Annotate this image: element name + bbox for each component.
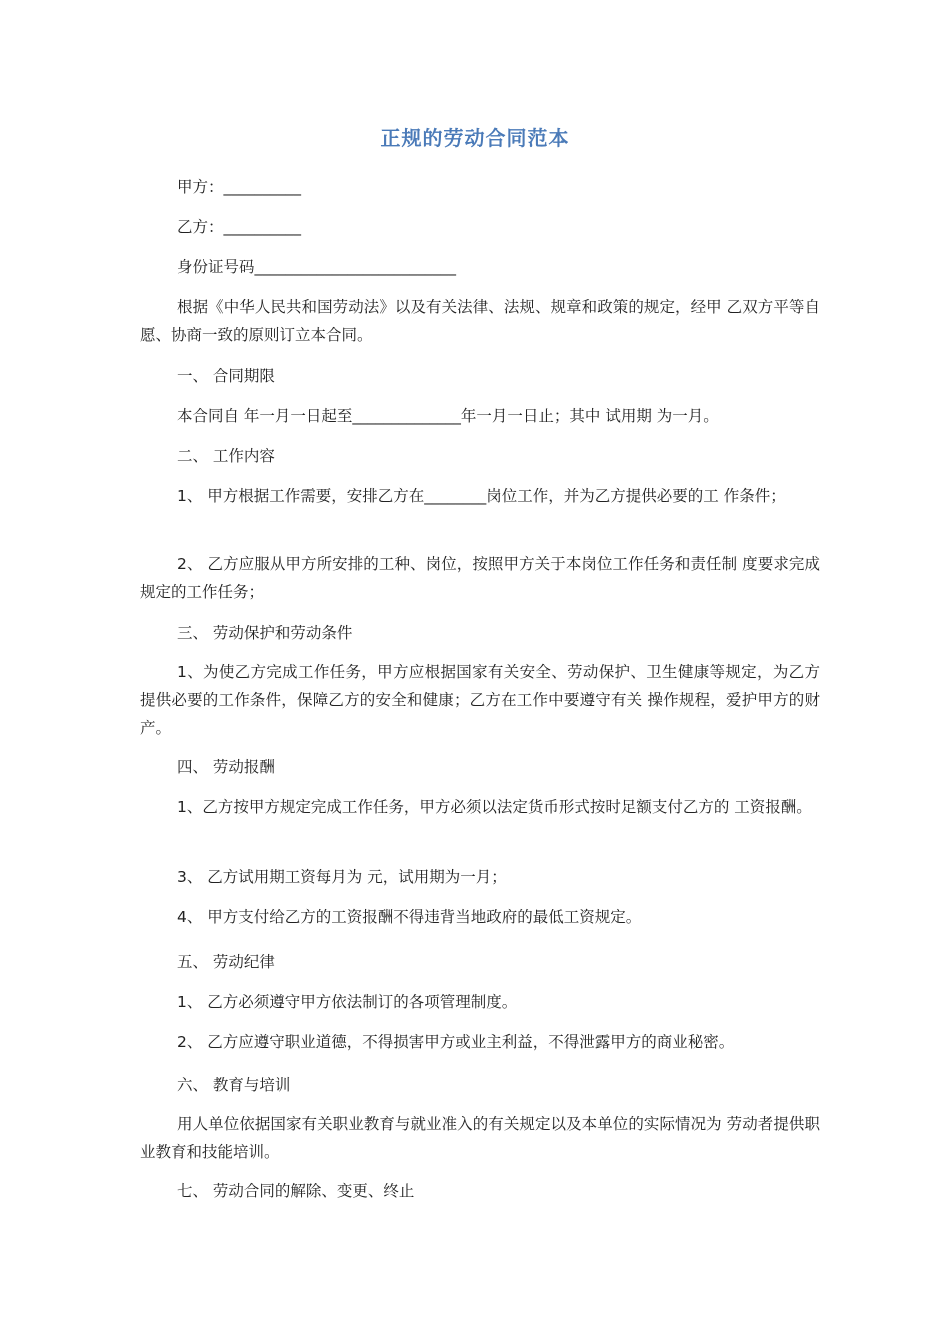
preamble-paragraph: 根据《中华人民共和国劳动法》以及有关法律、法规、规章和政策的规定，经甲 乙双方平等自愿、协商一致的原则订立本合同。	[140, 298, 820, 344]
section-paragraph: 1、为使乙方完成工作任务，甲方应根据国家有关安全、劳动保护、卫生健康等规定，为乙方提供必要的工作条件，保障乙方的安全和健康；乙方在工作中要遵守有关 操作规程，爱护甲方的财产。	[140, 663, 820, 737]
section-paragraph: 1、乙方按甲方规定完成工作任务，甲方必须以法定货币形式按时足额支付乙方的 工资报酬。	[177, 798, 812, 816]
section-paragraph: 本合同自 年一月一日起至______________年一月一日止；其中 试用期 为一月。	[177, 407, 719, 425]
section-paragraph: 4、 甲方支付给乙方的工资报酬不得违背当地政府的最低工资规定。	[177, 908, 642, 926]
section-paragraph: 用人单位依据国家有关职业教育与就业准入的有关规定以及本单位的实际情况为 劳动者提供职业教育和技能培训。	[140, 1115, 820, 1161]
section-heading: 七、 劳动合同的解除、变更、终止	[177, 1182, 415, 1200]
section-heading: 四、 劳动报酬	[177, 758, 275, 776]
section-heading: 一、 合同期限	[177, 367, 275, 385]
section-heading: 六、 教育与培训	[177, 1076, 291, 1094]
section-heading: 三、 劳动保护和劳动条件	[177, 624, 353, 642]
section-paragraph: 1、 甲方根据工作需要，安排乙方在________岗位工作，并为乙方提供必要的工 作条件；	[177, 487, 786, 505]
section-heading: 五、 劳动纪律	[177, 953, 275, 971]
section-paragraph: 3、 乙方试用期工资每月为 元，试用期为一月；	[177, 868, 507, 886]
document-title: 正规的劳动合同范本	[380, 126, 570, 150]
section-paragraph: 2、 乙方应遵守职业道德，不得损害甲方或业主利益，不得泄露甲方的商业秘密。	[177, 1033, 735, 1051]
section-heading: 二、 工作内容	[177, 447, 275, 465]
party-b-field: 乙方：__________	[177, 218, 302, 236]
section-paragraph: 2、 乙方应服从甲方所安排的工种、岗位，按照甲方关于本岗位工作任务和责任制 度要求完成规定的工作任务；	[140, 555, 820, 601]
party-a-field: 甲方：__________	[177, 178, 302, 196]
section-paragraph: 1、 乙方必须遵守甲方依法制订的各项管理制度。	[177, 993, 518, 1011]
id-number-field: 身份证号码__________________________	[177, 258, 457, 276]
